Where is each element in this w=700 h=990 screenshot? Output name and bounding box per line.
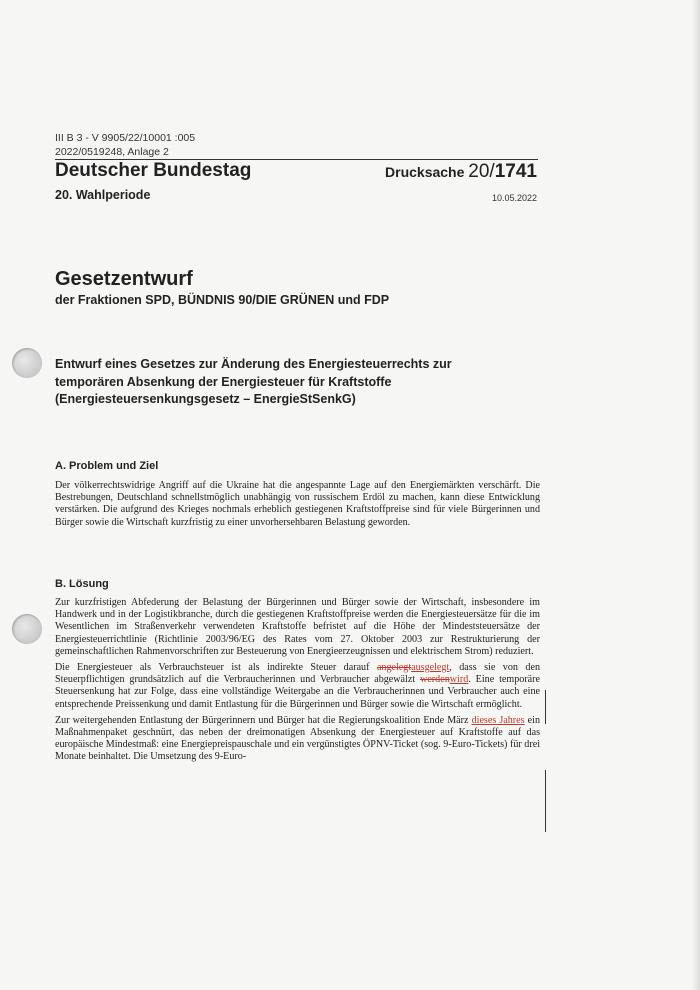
p2-insertion-2: wird — [449, 674, 469, 686]
reference-line-2: 2022/0519248, Anlage 2 — [55, 146, 169, 158]
draft-title-line-3: (Energiesteuersenkungsgesetz – EnergieStSenkG) — [55, 392, 356, 406]
p2-deletion-2: werden — [420, 674, 450, 686]
drucksache-label: Drucksache — [385, 164, 465, 180]
p3-text-a: Zur weitergehenden Entlastung der Bürgerinnern und Bürger hat die Regierungskoalition Ende März — [55, 714, 472, 726]
drucksache-number-prefix: 20/ — [468, 161, 495, 182]
section-b-paragraph-3 — [55, 715, 540, 764]
section-b-text — [55, 597, 540, 768]
reference-line-1: III B 3 - V 9905/22/10001 :005 — [55, 132, 196, 144]
institution-name: Deutscher Bundestag — [55, 160, 252, 181]
draft-title-line-1: Entwurf eines Gesetzes zur Änderung des Energiesteuerrechts zur — [55, 357, 452, 371]
section-a-paragraph: Der völkerrechtswidrige Angriff auf die Ukraine hat die angespannte Lage auf den Energiemärkten verschärft. Die Bestrebungen, Deutschland schnellstmöglich unabhängig von russischem Erdöl zu machen, kann diese Entwicklung verstärken. Die aufgrund des Krieges nochmals erheblich gestiegenen Kraftstoffpreise sind für viele Bürgerinnen und Bürger sowie die Wirtschaft kurzfristig zu einer unvorhersehbaren Belastung geworden. — [55, 480, 540, 528]
document-date: 10.05.2022 — [491, 193, 537, 203]
p3-text-b: ein Maßnahmenpaket geschnürt, das neben der dreimonatigen Absenkung der Energiesteuer auf Kraftstoffe auf das europäische Mindestmaß: eine Energiepreispauschale und ein vergünstigtes ÖPNV-Ticket (sog. 9-Euro-Tickets) für drei Monate beinhaltet. Die Umsetzung des 9-Euro- — [55, 714, 540, 763]
drucksache-number — [385, 161, 537, 183]
p2-text-b: , dass sie von den Steuerpflichtigen grundsätzlich auf die Verbraucherinnen und Verbraucher abgewälzt — [55, 662, 540, 686]
draft-title — [55, 356, 475, 409]
factions: der Fraktionen SPD, BÜNDNIS 90/DIE GRÜNEN und FDP — [55, 293, 390, 307]
change-bar-2 — [545, 770, 546, 832]
drucksache-number-main: 1741 — [494, 161, 537, 182]
document-type: Gesetzentwurf — [55, 268, 193, 290]
p3-insertion-1: dieses Jahres — [471, 714, 525, 726]
p2-text-c: . Eine temporäre Steuersenkung hat zur Folge, dass eine vollständige Weitergabe an die Verbraucherinnen und Verbraucher auch eine entsprechende Preissenkung und damit Entlastung für die Bürgerinnen und Bürger sowie die Wirtschaft ermöglicht. — [55, 674, 540, 710]
reference-number — [55, 131, 195, 159]
p2-deletion-1: angelegt — [376, 662, 412, 674]
section-b-heading: B. Lösung — [55, 578, 109, 590]
draft-title-line-2: temporären Absenkung der Energiesteuer für Kraftstoffe — [55, 374, 392, 389]
wahlperiode: 20. Wahlperiode — [55, 188, 151, 202]
section-a-text — [55, 480, 540, 533]
p2-text-a: Die Energiesteuer als Verbrauchsteuer ist als indirekte Steuer darauf — [55, 662, 377, 674]
change-bar-1 — [545, 690, 546, 724]
punch-hole-bottom — [12, 614, 42, 644]
p2-insertion-1: ausgelegt — [411, 662, 450, 674]
section-a-heading: A. Problem und Ziel — [55, 460, 159, 472]
punch-hole-top — [12, 348, 42, 378]
section-b-paragraph-2 — [55, 662, 540, 711]
page-edge — [692, 0, 700, 990]
section-b-paragraph-1: Zur kurzfristigen Abfederung der Belastung der Bürgerinnen und Bürger sowie der Wirtschaft, insbesondere im Handwerk und in der Logistikbranche, durch die gestiegenen Kraftstoffpreise werden die Energiesteuersätze für die im Wesentlichen im Straßenverkehr verwendeten Kraftstoffe befristet auf die Höhe der Mindeststeuersätze der Energiesteuerrichtlinie (Richtlinie 2003/96/EG des Rates vom 27. Oktober 2003 zur Restrukturierung der gemeinschaftlichen Rahmenvorschriften zur Besteuerung von Energieerzeugnissen und elektrischem Strom) reduziert. — [55, 597, 540, 657]
